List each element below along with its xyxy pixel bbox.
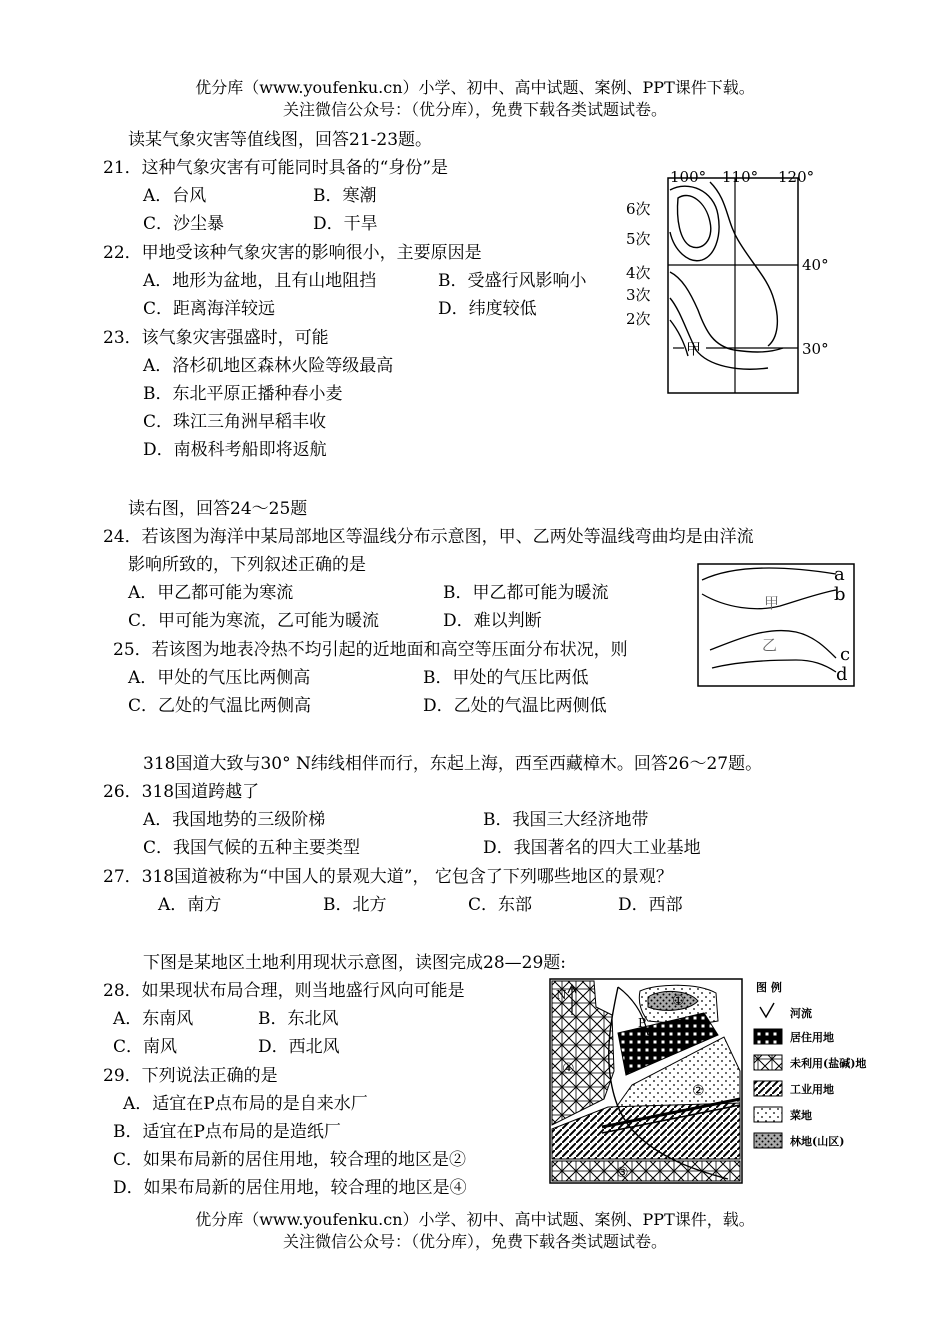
q28-stem: 28．如果现状布局合理，则当地盛行风向可能是 bbox=[103, 981, 465, 1001]
legend-river: 河流 bbox=[790, 1007, 812, 1020]
map2-label-a: a bbox=[834, 564, 845, 585]
legend-river-symbol bbox=[760, 1003, 774, 1017]
q21-option-d: D．干旱 bbox=[313, 214, 378, 234]
q22-option-b: B．受盛行风影响小 bbox=[438, 271, 587, 291]
q27-option-d: D．西部 bbox=[618, 895, 683, 915]
q28-option-a: A．东南风 bbox=[113, 1009, 194, 1029]
q24-stem-line1: 24．若该图为海洋中某局部地区等温线分布示意图，甲、乙两处等温线弯曲均是由洋流 bbox=[103, 527, 754, 547]
q23-option-b: B．东北平原正播种春小麦 bbox=[143, 384, 343, 404]
map1-lat-30: 30° bbox=[802, 340, 829, 358]
q21-option-c: C．沙尘暴 bbox=[143, 214, 225, 234]
q23-option-a: A．洛杉矶地区森林火险等级最高 bbox=[143, 356, 394, 376]
header-line-2: 关注微信公众号：（优分库），免费下载各类试题试卷。 bbox=[282, 100, 667, 119]
q28-option-b: B．东北风 bbox=[258, 1009, 339, 1029]
q29-stem: 29．下列说法正确的是 bbox=[103, 1066, 278, 1086]
q29-option-b: B．适宜在P点布局的是造纸厂 bbox=[113, 1122, 341, 1142]
map1-level-2: 2次 bbox=[626, 310, 651, 328]
map1-lat-40: 40° bbox=[802, 256, 829, 274]
map1-level-6: 6次 bbox=[626, 200, 651, 218]
q22-option-d: D．纬度较低 bbox=[438, 299, 537, 319]
map3-point-p: P bbox=[638, 1016, 647, 1030]
map3-area-2: ② bbox=[692, 1083, 705, 1099]
q23-option-c: C．珠江三角洲早稻丰收 bbox=[143, 412, 327, 432]
q26-stem: 26．318国道跨越了 bbox=[103, 782, 260, 802]
q25-option-a: A．甲处的气压比两侧高 bbox=[128, 668, 311, 688]
disaster-isoline-map bbox=[618, 160, 833, 400]
q21-stem: 21．这种气象灾害有可能同时具备的“身份”是 bbox=[103, 158, 449, 178]
q24-option-d: D．难以判断 bbox=[443, 611, 542, 631]
section-intro-24-25: 读右图，回答24～25题 bbox=[128, 499, 308, 519]
q25-option-d: D．乙处的气温比两侧低 bbox=[423, 696, 607, 716]
legend-forest: 林地(山区) bbox=[790, 1135, 845, 1148]
map1-lon-110: 110° bbox=[722, 168, 759, 186]
section-intro-26-27: 318国道大致与30° N纬线相伴而行，东起上海，西至西藏樟木。回答26～27题。 bbox=[143, 754, 763, 774]
q23-stem: 23．该气象灾害强盛时，可能 bbox=[103, 328, 329, 348]
map3-area-4: ④ bbox=[562, 1061, 575, 1077]
q25-option-c: C．乙处的气温比两侧高 bbox=[128, 696, 312, 716]
map2-label-b: b bbox=[834, 584, 846, 605]
land-use-map bbox=[548, 975, 888, 1187]
q21-option-b: B．寒潮 bbox=[313, 186, 377, 206]
map3-legend-title: 图 例 bbox=[756, 981, 782, 994]
q26-option-d: D．我国著名的四大工业基地 bbox=[483, 838, 701, 858]
q22-option-a: A．地形为盆地，且有山地阻挡 bbox=[143, 271, 377, 291]
q22-stem: 22．甲地受该种气象灾害的影响很小，主要原因是 bbox=[103, 243, 482, 263]
q23-option-d: D．南极科考船即将返航 bbox=[143, 440, 327, 460]
q25-stem: 25．若该图为地表冷热不均引起的近地面和高空等压面分布状况，则 bbox=[113, 640, 628, 660]
q28-option-c: C．南风 bbox=[113, 1037, 178, 1057]
q24-option-a: A．甲乙都可能为寒流 bbox=[128, 583, 294, 603]
q29-option-a: A．适宜在P点布局的是自来水厂 bbox=[123, 1094, 368, 1114]
q25-option-b: B．甲处的气压比两低 bbox=[423, 668, 589, 688]
q28-option-d: D．西北风 bbox=[258, 1037, 340, 1057]
isoline-diagram-abcd bbox=[696, 560, 858, 690]
map3-north-arrow-label: N bbox=[556, 988, 567, 1002]
map2-label-c: c bbox=[840, 644, 851, 665]
q29-option-d: D．如果布局新的居住用地，较合理的地区是④ bbox=[113, 1178, 467, 1198]
q27-option-c: C．东部 bbox=[468, 895, 533, 915]
q22-option-c: C．距离海洋较远 bbox=[143, 299, 276, 319]
q24-stem-line2: 影响所致的，下列叙述正确的是 bbox=[128, 555, 366, 575]
map1-level-3: 3次 bbox=[626, 286, 651, 304]
map2-label-jia: 甲 bbox=[764, 594, 780, 612]
legend-vegetable: 菜地 bbox=[790, 1109, 812, 1122]
map1-level-5: 5次 bbox=[626, 230, 651, 248]
map1-lon-120: 120° bbox=[778, 168, 815, 186]
q27-option-b: B．北方 bbox=[323, 895, 387, 915]
header-line-1: 优分库（www.youfenku.cn）小学、初中、高中试题、案例、PPT课件下载。 bbox=[195, 78, 755, 97]
q27-stem: 27．318国道被称为“中国人的景观大道”， 它包含了下列哪些地区的景观？ bbox=[103, 867, 673, 887]
q27-option-a: A．南方 bbox=[158, 895, 222, 915]
footer-line-2: 关注微信公众号：（优分库），免费下载各类试题试卷。 bbox=[282, 1232, 667, 1251]
q29-option-c: C．如果布局新的居住用地，较合理的地区是② bbox=[113, 1150, 467, 1170]
map1-level-4: 4次 bbox=[626, 264, 651, 282]
legend-residential: 居住用地 bbox=[790, 1031, 834, 1044]
map1-lon-100: 100° bbox=[670, 168, 707, 186]
footer-line-1: 优分库（www.youfenku.cn）小学、初中、高中试题、案例、PPT课件，载。 bbox=[195, 1210, 755, 1229]
legend-industrial: 工业用地 bbox=[790, 1083, 834, 1096]
q26-option-a: A．我国地势的三级阶梯 bbox=[143, 810, 326, 830]
legend-unused-saline: 未利用(盐碱)地 bbox=[790, 1057, 867, 1070]
section-intro-21-23: 读某气象灾害等值线图，回答21-23题。 bbox=[128, 130, 433, 150]
q26-option-b: B．我国三大经济地带 bbox=[483, 810, 649, 830]
map3-area-1: ① bbox=[672, 993, 685, 1009]
q24-option-c: C．甲可能为寒流，乙可能为暖流 bbox=[128, 611, 380, 631]
map2-label-yi: 乙 bbox=[762, 636, 778, 654]
map2-label-d: d bbox=[836, 664, 848, 685]
q24-option-b: B．甲乙都可能为暖流 bbox=[443, 583, 609, 603]
section-intro-28-29: 下图是某地区土地利用现状示意图，读图完成28—29题: bbox=[143, 953, 566, 973]
q26-option-c: C．我国气候的五种主要类型 bbox=[143, 838, 361, 858]
map3-area-3: ③ bbox=[616, 1165, 629, 1181]
q21-option-a: A．台风 bbox=[143, 186, 207, 206]
map1-place-jia: 甲 bbox=[686, 340, 702, 358]
